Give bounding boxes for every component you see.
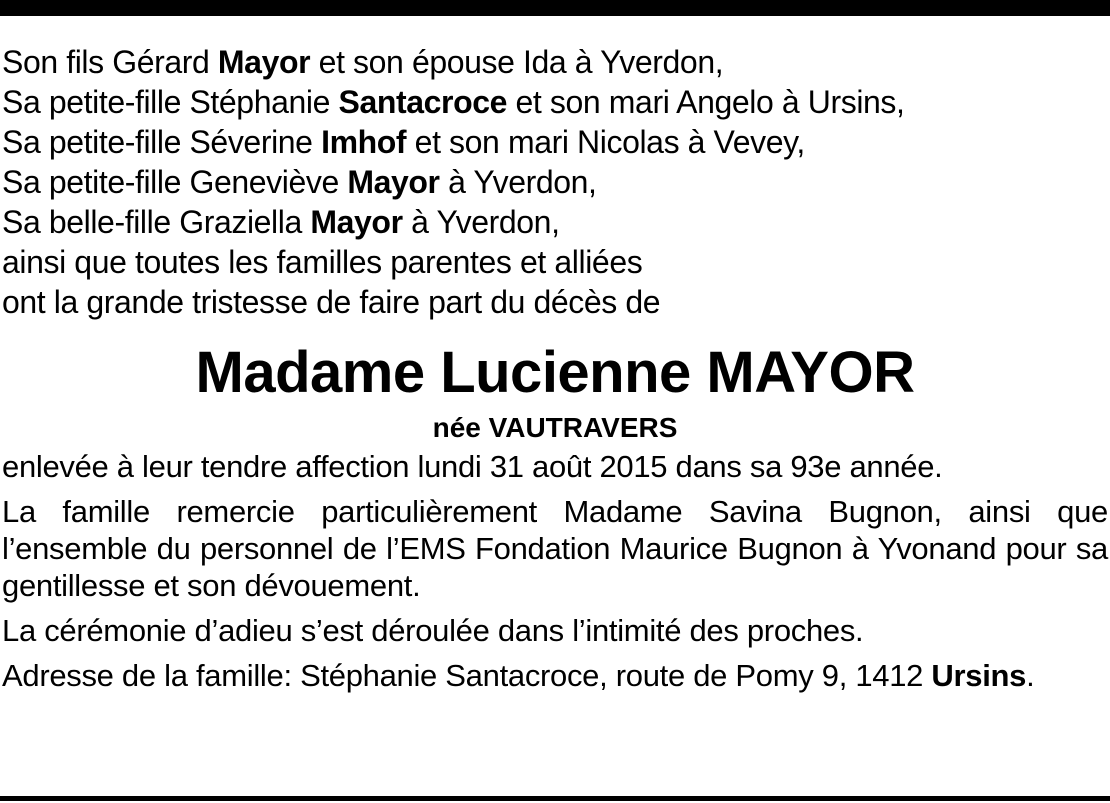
thanks-paragraph: La famille remercie particulièrement Madame Savina Bugnon, ainsi que l’ensemble du personnel de l’EMS Fondation Maurice Bugnon à Yvonand pour sa gentillesse et son dévouement.: [2, 494, 1108, 603]
ceremony-paragraph: La cérémonie d’adieu s’est déroulée dans l’intimité des proches.: [2, 613, 864, 648]
deceased-name: Madame Lucienne MAYOR: [195, 340, 915, 405]
family-line: Sa petite-fille Geneviève Mayor à Yverdon,: [2, 164, 597, 200]
maiden-name: née VAUTRAVERS: [432, 412, 678, 443]
family-surname: Mayor: [347, 164, 440, 200]
family-surname: Imhof: [321, 124, 407, 160]
family-line: ont la grande tristesse de faire part du décès de: [2, 284, 661, 320]
family-announcement: [2, 42, 1108, 322]
family-line: Sa petite-fille Stéphanie Santacroce et son mari Angelo à Ursins,: [2, 84, 905, 120]
top-rule: [0, 0, 1110, 16]
obituary-notice: [2, 42, 1108, 694]
death-announcement: enlevée à leur tendre affection lundi 31 août 2015 dans sa 93e année.: [2, 449, 943, 484]
family-line: Son fils Gérard Mayor et son épouse Ida à Yverdon,: [2, 44, 724, 80]
family-address: Adresse de la famille: Stéphanie Santacroce, route de Pomy 9, 1412 Ursins.: [2, 658, 1035, 693]
family-line: ainsi que toutes les familles parentes et alliées: [2, 244, 643, 280]
address-town: Ursins: [931, 658, 1027, 693]
family-line: Sa belle-fille Graziella Mayor à Yverdon,: [2, 204, 560, 240]
family-surname: Mayor: [310, 204, 403, 240]
family-line: Sa petite-fille Séverine Imhof et son mari Nicolas à Vevey,: [2, 124, 805, 160]
family-surname: Mayor: [217, 44, 311, 80]
family-surname: Santacroce: [338, 84, 508, 120]
bottom-rule: [0, 796, 1110, 801]
